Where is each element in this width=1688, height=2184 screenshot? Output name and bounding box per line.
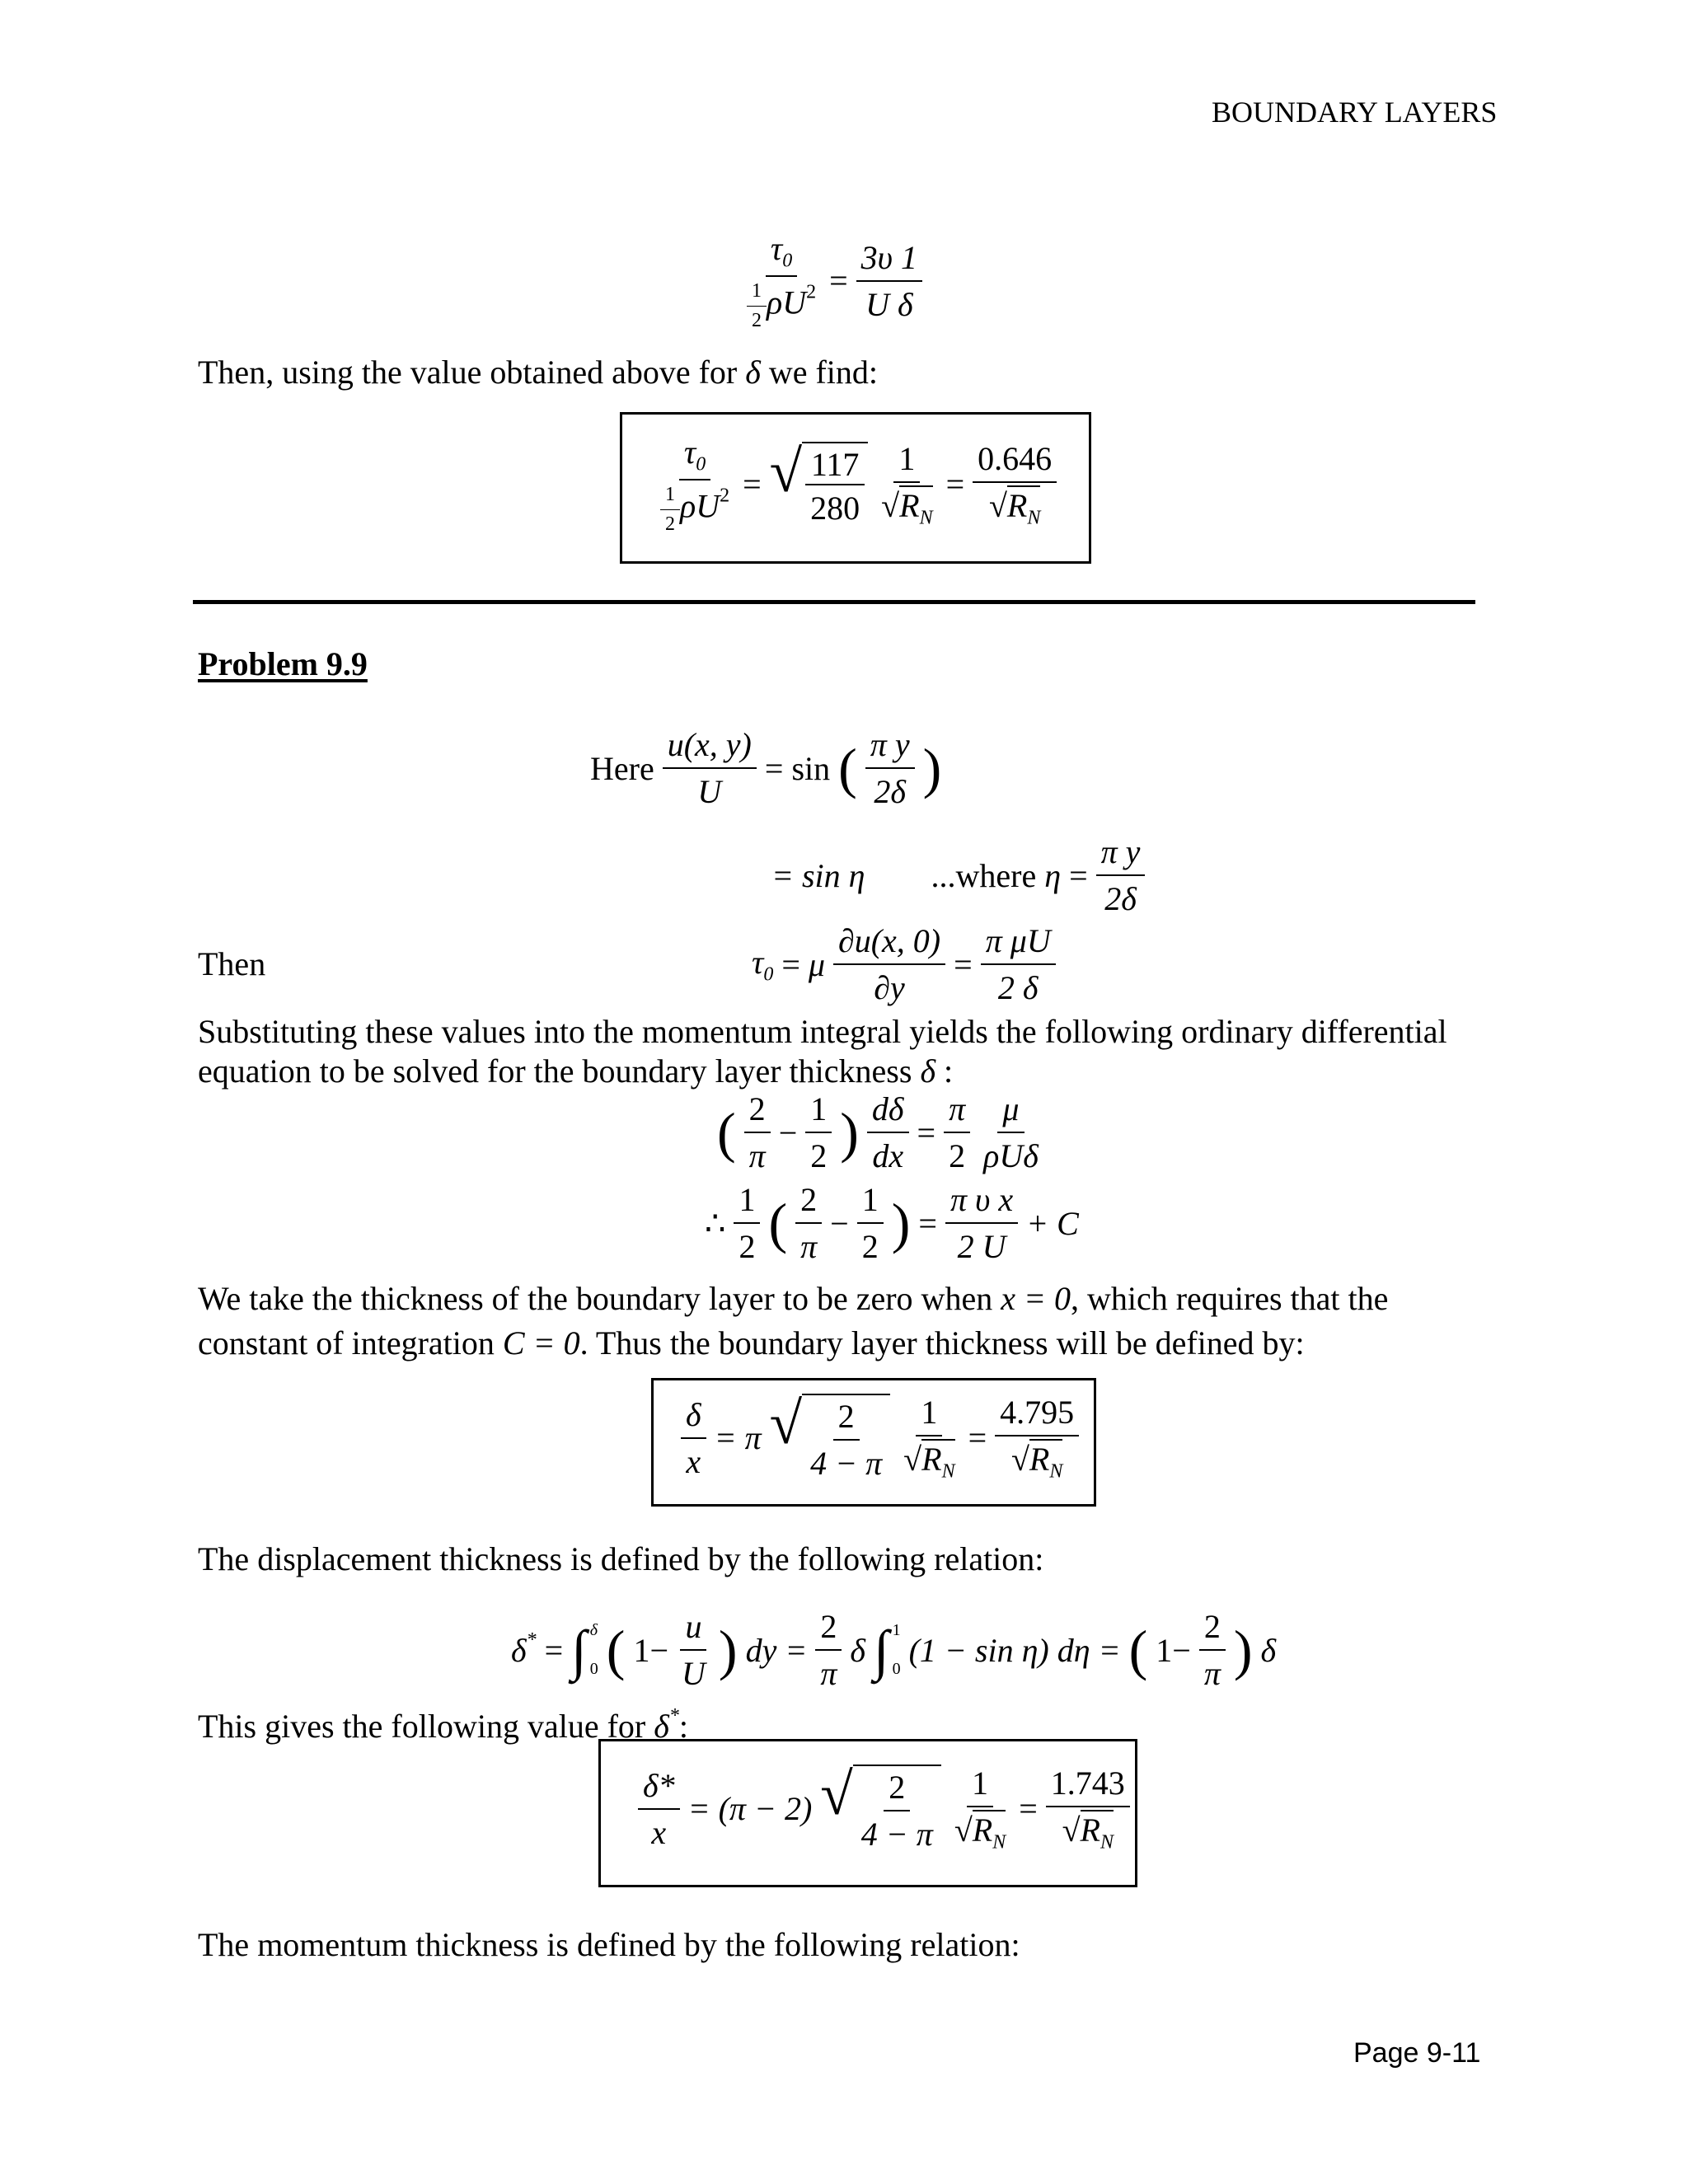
- momentum-intro: The momentum thickness is defined by the following relation:: [198, 1926, 1020, 1963]
- boundary-condition-line1: We take the thickness of the boundary layer to be zero when x = 0, which requires that the: [198, 1280, 1389, 1317]
- integrated-solution-equation: ∴ $\frac{1}{2}$ ( $\frac{2}{\pi}$ − $\frac{1}{2}$ ) = $\frac{\text{π υ x}}{2 U}$ + C: [705, 1181, 1079, 1265]
- wall-shear-equation: $\tau_0$ = μ $\frac{\partial u(x, 0)}{\partial y}$ = $\frac{\text{π μU}}{2 \delta}$: [752, 921, 1056, 1007]
- ode-equation: ( $\frac{2}{\pi}$ − $\frac{1}{2}$ ) $\frac{d\delta}{dx}$ = $\frac{\pi}{2}$ $\frac{\mu}{\text{ρUδ}}$: [717, 1090, 1039, 1174]
- displacement-result-equation: $\frac{\delta*}{x}$ = (π − 2) √ $\frac{2}{4 - \pi}$ $\frac{1}{√R_N}$ = $\frac{1.743}{√R_N}$: [638, 1764, 1130, 1854]
- section-divider: [193, 600, 1475, 604]
- running-header: BOUNDARY LAYERS: [1212, 96, 1498, 129]
- thickness-result-equation: $\frac{\delta}{x}$ = π √ $\frac{2}{4 - \pi}$ $\frac{1}{√R_N}$ = $\frac{4.795}{√R_N}$: [681, 1393, 1079, 1483]
- displacement-intro: The displacement thickness is defined by the following relation:: [198, 1540, 1044, 1577]
- then-using-text: Then, using the value obtained above for δ we find:: [198, 354, 879, 391]
- problem-title: Problem 9.9: [198, 645, 368, 682]
- substituting-paragraph-line1: Substituting these values into the momentum integral yields the following ordinary differential: [198, 1013, 1447, 1050]
- boundary-condition-line2: constant of integration C = 0. Thus the boundary layer thickness will be defined by:: [198, 1324, 1305, 1361]
- eta-definition-equation: = sin η ...where η = $\frac{\text{π y}}{2\delta}$: [771, 832, 1145, 918]
- gives-value-text: This gives the following value for δ*:: [198, 1705, 688, 1746]
- skin-friction-result-equation: $\tau_0$ $\frac{1}{2}$ $\rho U^2$ = √ $\frac{117}{280}$ $\frac{1}{√R_N}$ = $\frac{0.646}{√R_N}$: [655, 433, 1057, 536]
- velocity-profile-equation: Here $\frac{u(x, y)}{U}$ = sin ( $\frac{\text{π y}}{2\delta}$ ): [590, 726, 942, 810]
- substituting-paragraph-line2: equation to be solved for the boundary layer thickness δ :: [198, 1052, 954, 1090]
- displacement-thickness-equation: δ* = ∫ δ 0 ( 1− $\frac{u}{U}$ ) dy = $\frac{2}{\pi}$ δ ∫ 1 0 (1 − sin η) dη = ( 1− $\frac{2}{\pi}$ ) δ: [511, 1608, 1277, 1692]
- wall-shear-ratio-equation: $\tau_0$ $\frac{1}{2}$ $\rho U^2$ = $\frac{3\upsilon 1}{\text{U δ}}$: [742, 229, 922, 332]
- page-number: Page 9-11: [1353, 2037, 1481, 2069]
- then-label: Then: [198, 945, 266, 982]
